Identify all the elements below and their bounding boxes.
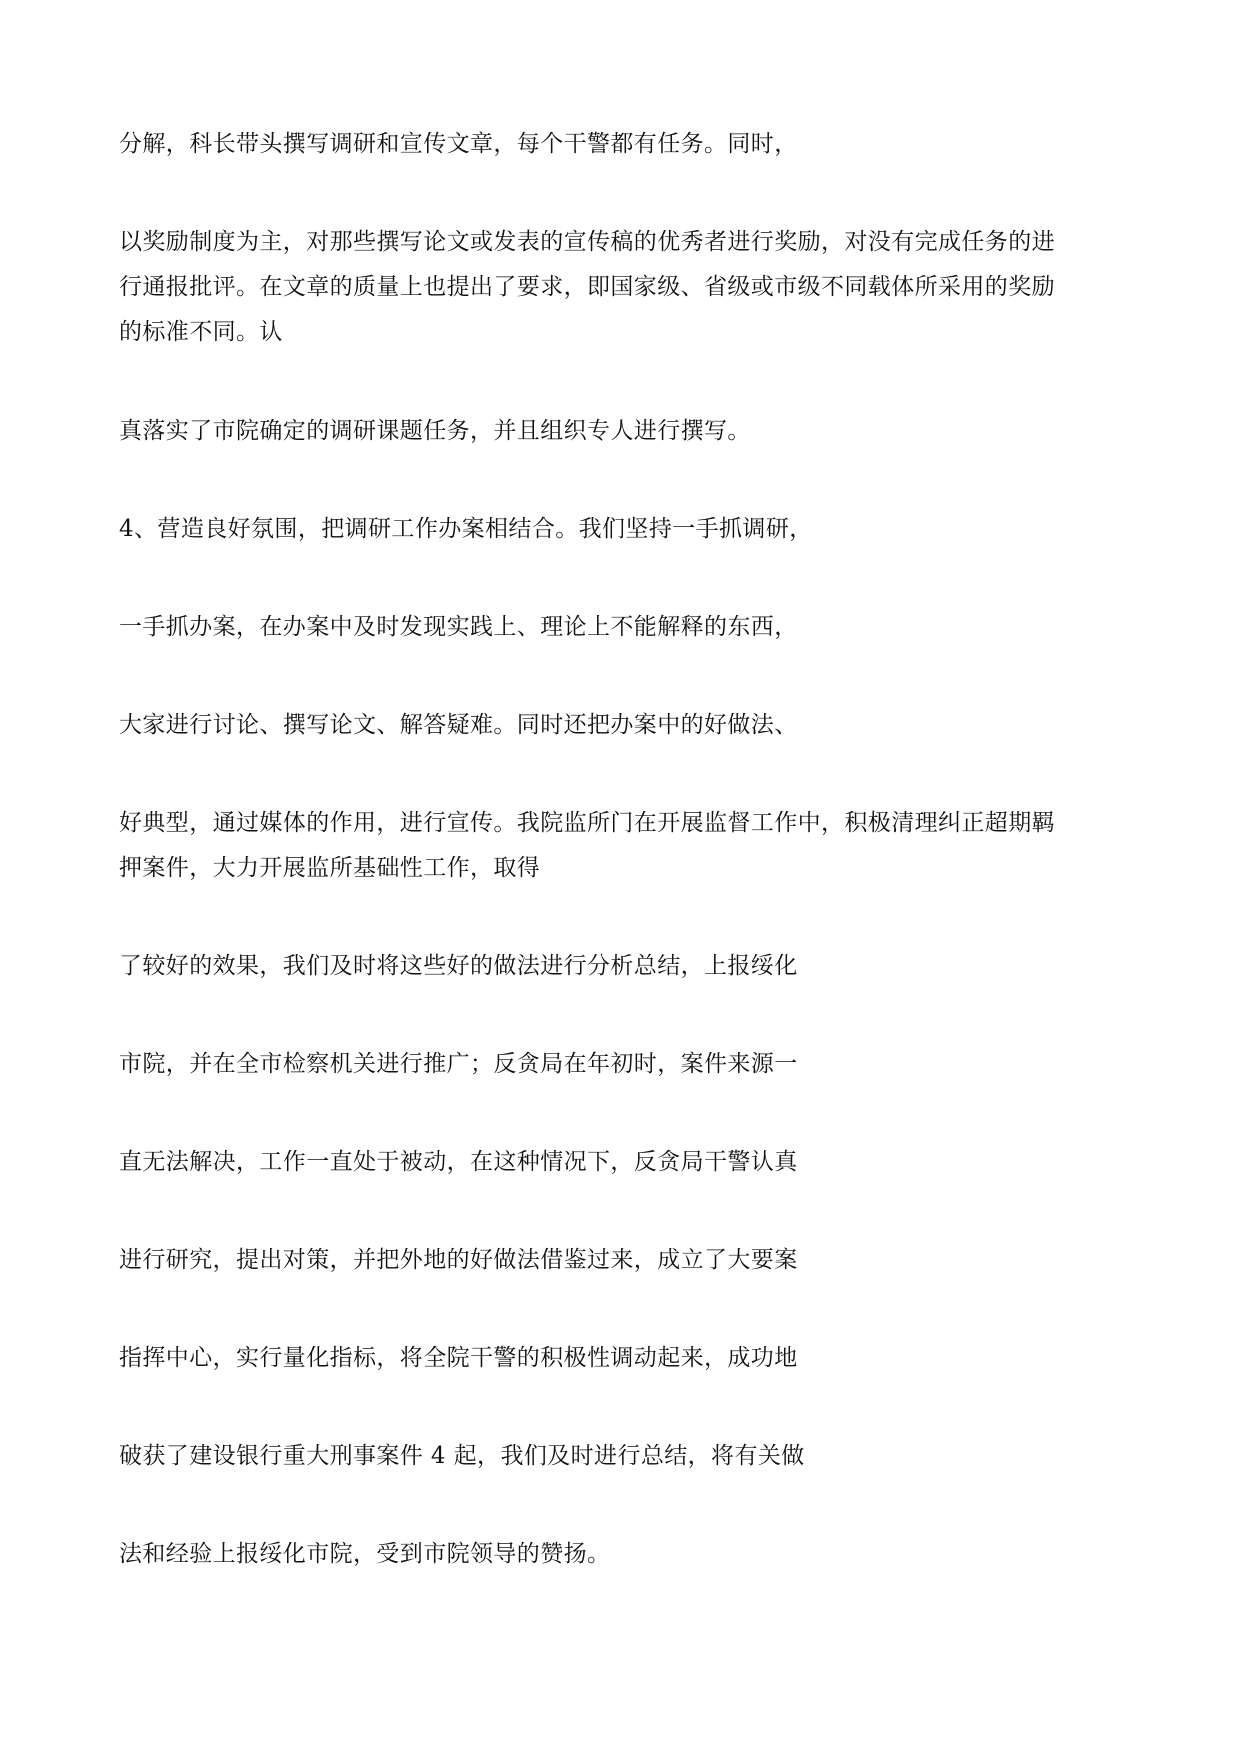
text-line: 的标准不同。认: [119, 319, 283, 345]
text-line: 破获了建设银行重大刑事案件 4 起，我们及时进行总结，将有关做: [119, 1443, 805, 1469]
text-line: 进行研究，提出对策，并把外地的好做法借鉴过来，成立了大要案: [119, 1247, 798, 1273]
text-line: 法和经验上报绥化市院，受到市院领导的赞扬。: [119, 1541, 611, 1567]
text-line: 一手抓办案，在办案中及时发现实践上、理论上不能解释的东西，: [119, 614, 798, 640]
text-line: 押案件，大力开展监所基础性工作，取得: [119, 855, 541, 881]
text-line: 4、营造良好氛围，把调研工作办案相结合。我们坚持一手抓调研，: [119, 516, 813, 542]
text-line: 以奖励制度为主，对那些撰写论文或发表的宣传稿的优秀者进行奖励，对没有完成任务的进: [119, 229, 1055, 255]
text-line: 分解，科长带头撰写调研和宣传文章，每个干警都有任务。同时，: [119, 131, 798, 157]
text-line: 指挥中心，实行量化指标，将全院干警的积极性调动起来，成功地: [119, 1345, 798, 1371]
text-line: 真落实了市院确定的调研课题任务，并且组织专人进行撰写。: [119, 418, 751, 444]
text-line: 好典型，通过媒体的作用，进行宣传。我院监所门在开展监督工作中，积极清理纠正超期羁: [119, 810, 1055, 836]
text-line: 直无法解决，工作一直处于被动，在这种情况下，反贪局干警认真: [119, 1149, 798, 1175]
text-line: 行通报批评。在文章的质量上也提出了要求，即国家级、省级或市级不同载体所采用的奖励: [119, 274, 1055, 300]
text-line: 市院，并在全市检察机关进行推广；反贪局在年初时，案件来源一: [119, 1051, 798, 1077]
text-line: 了较好的效果，我们及时将这些好的做法进行分析总结，上报绥化: [119, 953, 798, 979]
text-line: 大家进行讨论、撰写论文、解答疑难。同时还把办案中的好做法、: [119, 712, 798, 738]
